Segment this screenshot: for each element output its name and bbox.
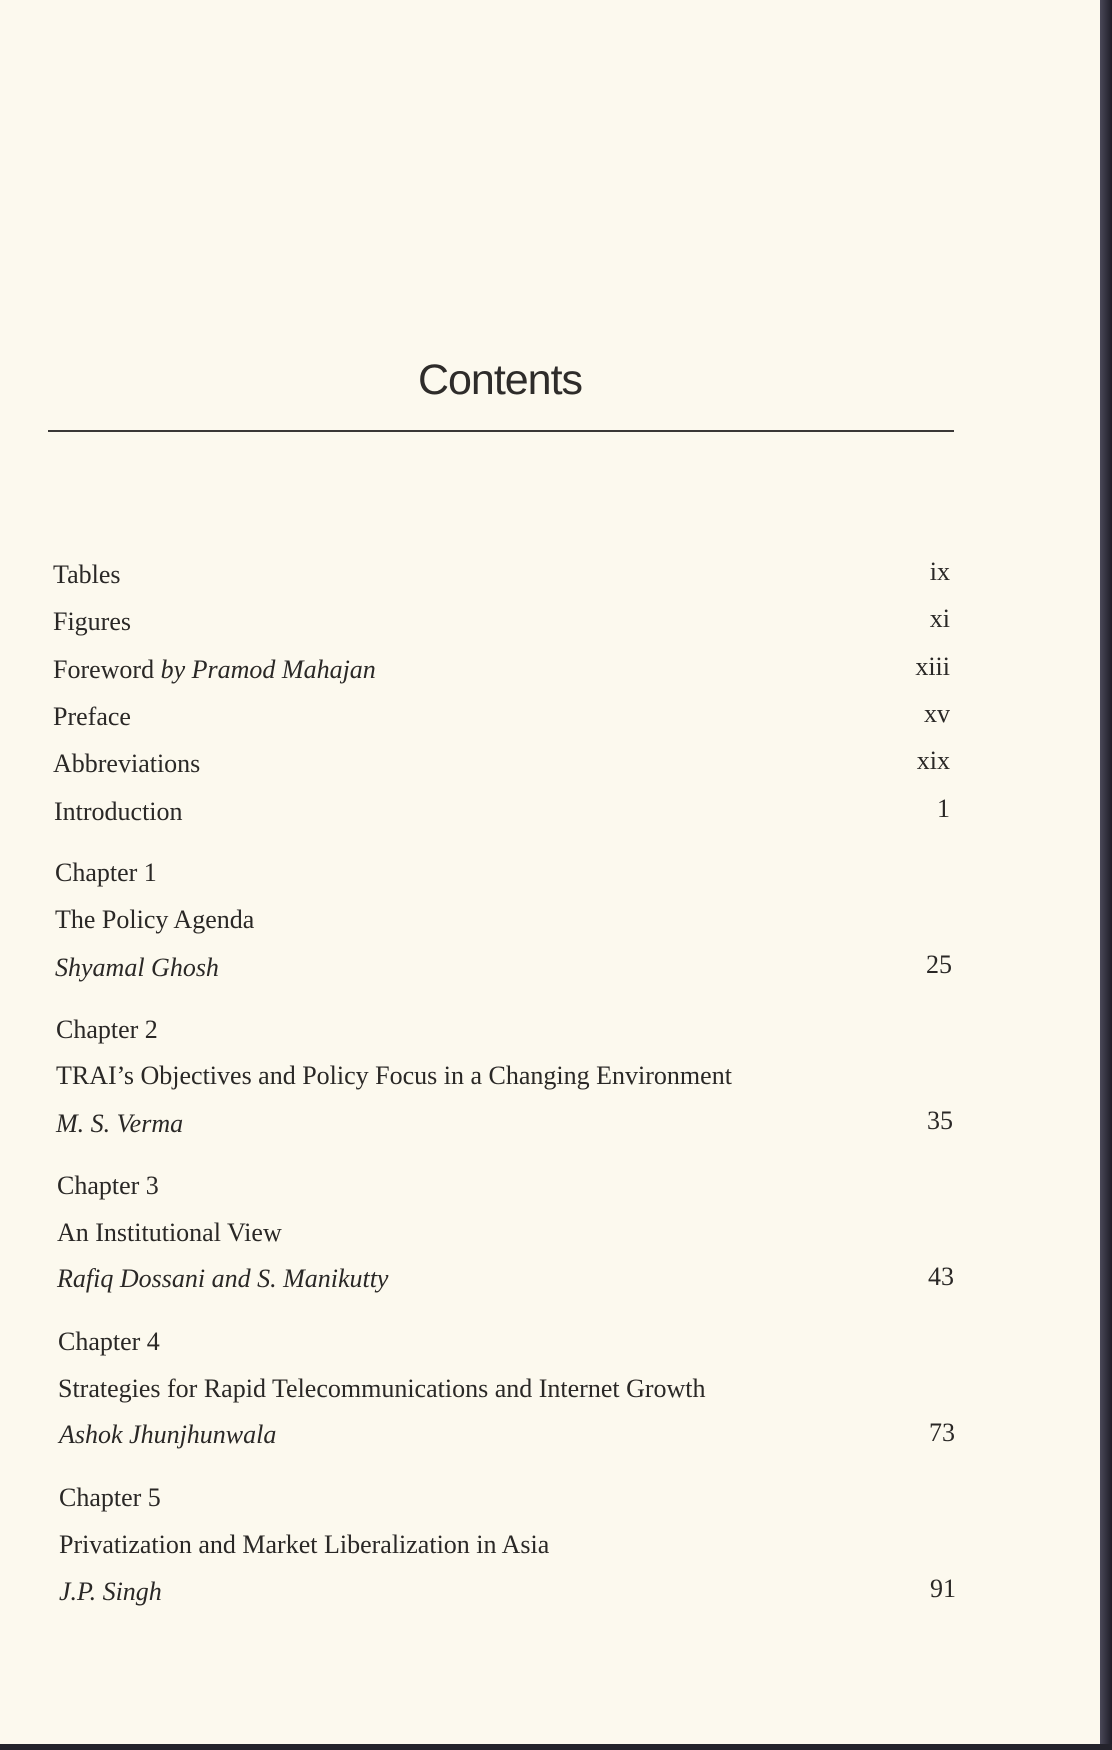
chapter-5-author: J.P. Singh [59,1577,162,1606]
chapter-2-page: 35 [927,1106,953,1135]
toc-entry-foreword-author: by Pramod Mahajan [160,655,376,684]
chapter-5-page: 91 [930,1574,956,1603]
toc-page-introduction: 1 [937,794,950,823]
toc-page-tables: ix [929,557,950,586]
chapter-2-label: Chapter 2 [56,1015,158,1044]
toc-entry-preface[interactable]: Preface [53,702,131,731]
chapter-1-author: Shyamal Ghosh [55,953,219,982]
chapter-1-label: Chapter 1 [55,858,157,887]
chapter-3-label: Chapter 3 [57,1171,159,1200]
chapter-4-page: 73 [929,1418,955,1447]
toc-page-abbreviations: xix [916,746,950,775]
toc-page-figures: xi [929,604,950,633]
chapter-5-label: Chapter 5 [59,1483,161,1512]
book-bottom-edge [0,1744,1112,1750]
toc-entry-tables[interactable]: Tables [53,560,121,589]
toc-entry-figures[interactable]: Figures [53,607,131,636]
chapter-1-page: 25 [926,950,952,979]
toc-entry-abbreviations[interactable]: Abbreviations [53,749,201,778]
toc-page-preface: xv [924,699,950,728]
chapter-4-title[interactable]: Strategies for Rapid Telecommunications and Internet Growth [58,1374,706,1403]
toc-page-foreword: xiii [915,652,950,681]
chapter-5-title[interactable]: Privatization and Market Liberalization in Asia [59,1530,550,1559]
chapter-4-label: Chapter 4 [58,1327,160,1356]
chapter-4-author: Ashok Jhunjhunwala [59,1420,277,1449]
page-title: Contents [417,356,583,404]
chapter-2-author: M. S. Verma [56,1109,184,1138]
book-spine-edge [1100,0,1112,1750]
toc-entry-introduction[interactable]: Introduction [54,797,183,826]
chapter-3-page: 43 [928,1262,954,1291]
toc-entry-foreword-title: Foreword [53,655,155,684]
chapter-3-title[interactable]: An Institutional View [57,1218,282,1247]
chapter-2-title[interactable]: TRAI’s Objectives and Policy Focus in a Changing Environment [56,1061,732,1090]
toc-entry-foreword[interactable] [53,655,376,685]
chapter-3-author: Rafiq Dossani and S. Manikutty [57,1264,389,1293]
title-rule [48,430,954,432]
chapter-1-title[interactable]: The Policy Agenda [55,905,255,934]
